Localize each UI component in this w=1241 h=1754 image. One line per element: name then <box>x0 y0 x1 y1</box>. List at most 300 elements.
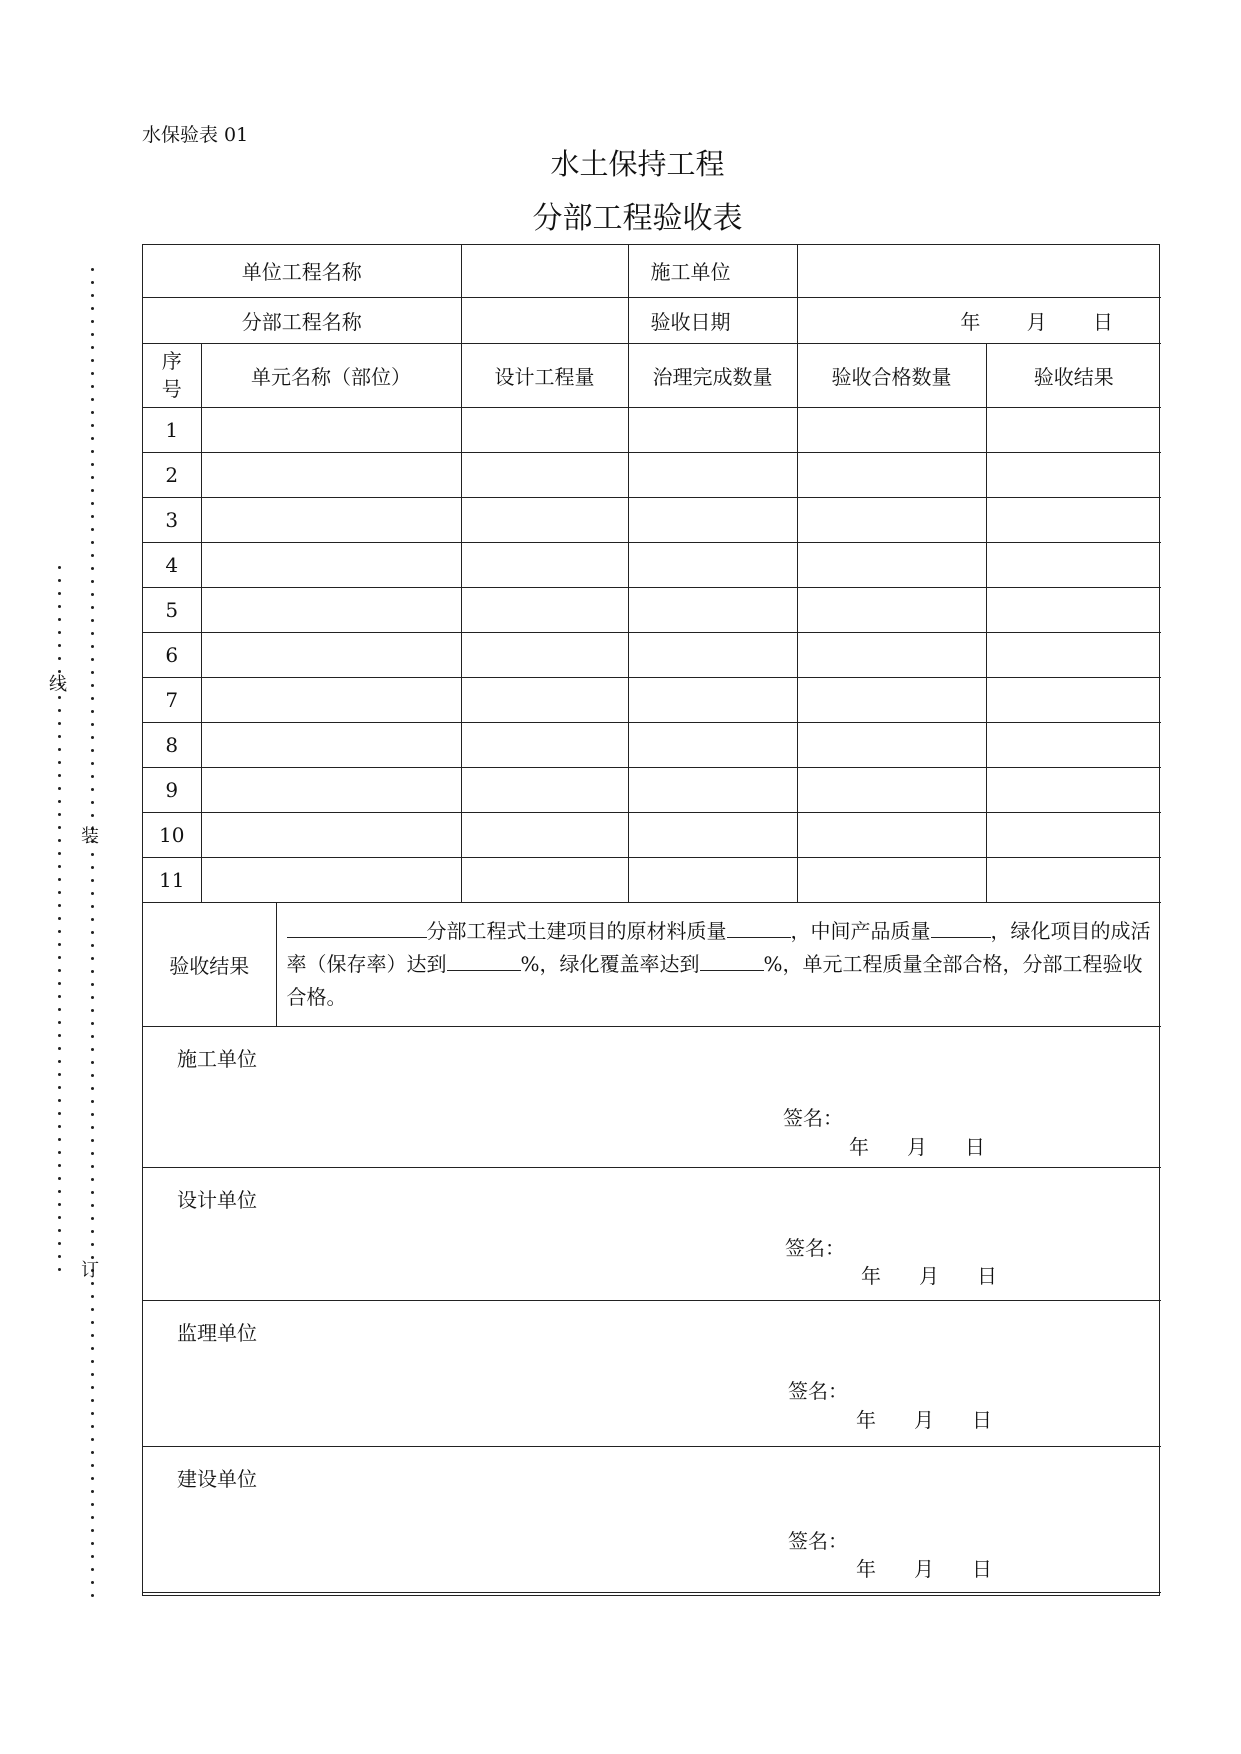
acceptance-form <box>142 244 1160 1596</box>
binding-dot <box>91 853 94 856</box>
signature-row <box>143 1026 1161 1167</box>
row-completed-quantity[interactable] <box>628 497 797 542</box>
signature-date <box>849 1131 1023 1160</box>
binding-dot <box>91 268 94 271</box>
binding-dot <box>58 1086 61 1089</box>
binding-dot <box>91 502 94 505</box>
signature-date <box>861 1260 1035 1289</box>
binding-dot <box>58 1099 61 1102</box>
row-seq: 6 <box>143 632 201 677</box>
binding-dot <box>58 1047 61 1050</box>
binding-dot <box>58 618 61 621</box>
row-seq: 11 <box>143 857 201 902</box>
signature-day: 日 <box>972 1556 992 1581</box>
binding-dot <box>58 1138 61 1141</box>
date-month: 月 <box>1026 309 1047 334</box>
row-design-quantity[interactable] <box>461 407 628 452</box>
signature-month: 月 <box>919 1263 939 1288</box>
signature-block <box>143 1447 1161 1592</box>
signature-unit-label: 监理单位 <box>177 1320 257 1345</box>
binding-dot <box>58 1177 61 1180</box>
binding-dot <box>91 411 94 414</box>
row-qualified-quantity[interactable] <box>797 767 986 812</box>
row-qualified-quantity[interactable] <box>797 452 986 497</box>
row-result[interactable] <box>986 857 1161 902</box>
signature-cell[interactable] <box>143 1026 1161 1167</box>
blank-material-quality[interactable] <box>727 919 791 938</box>
row-result[interactable] <box>986 677 1161 722</box>
binding-dot <box>91 1100 94 1103</box>
binding-dot <box>58 592 61 595</box>
binding-dot <box>58 1229 61 1232</box>
binding-dot <box>58 735 61 738</box>
unit-project-label: 单位工程名称 <box>143 245 461 297</box>
binding-dot <box>91 1230 94 1233</box>
binding-dot <box>91 1126 94 1129</box>
binding-dot <box>91 346 94 349</box>
table-row <box>143 722 1161 767</box>
signature-name-label: 签名： <box>783 1105 843 1130</box>
binding-dot <box>91 489 94 492</box>
binding-dot <box>58 1203 61 1206</box>
binding-dot <box>91 957 94 960</box>
row-unit-name[interactable] <box>201 677 461 722</box>
row-design-quantity[interactable] <box>461 587 628 632</box>
binding-dot <box>91 1191 94 1194</box>
row-seq: 1 <box>143 407 201 452</box>
binding-dot <box>91 1542 94 1545</box>
row-qualified-quantity[interactable] <box>797 632 986 677</box>
binding-dot <box>58 605 61 608</box>
signature-row <box>143 1300 1161 1446</box>
signature-unit-label: 设计单位 <box>177 1187 257 1212</box>
signature-name-label: 签名： <box>788 1528 848 1553</box>
binding-dot <box>91 1373 94 1376</box>
column-header-completed-quantity: 治理完成数量 <box>628 343 797 407</box>
binding-dot <box>91 879 94 882</box>
binding-dot <box>91 1594 94 1597</box>
row-completed-quantity[interactable] <box>628 407 797 452</box>
binding-dot <box>91 619 94 622</box>
binding-dot <box>58 761 61 764</box>
page-title: 水土保持工程 <box>550 147 725 181</box>
binding-dot <box>91 294 94 297</box>
row-design-quantity[interactable] <box>461 677 628 722</box>
blank-product-quality[interactable] <box>931 919 991 938</box>
binding-dot <box>58 1112 61 1115</box>
binding-dot <box>91 424 94 427</box>
table-row <box>143 452 1161 497</box>
row-result[interactable] <box>986 722 1161 767</box>
binding-dot <box>58 956 61 959</box>
binding-dot <box>91 1165 94 1168</box>
binding-dot <box>58 1008 61 1011</box>
row-unit-name[interactable] <box>201 542 461 587</box>
binding-dot <box>91 567 94 570</box>
signature-day: 日 <box>977 1263 997 1288</box>
row-unit-name[interactable] <box>201 587 461 632</box>
binding-dot <box>91 1139 94 1142</box>
binding-dot <box>91 1308 94 1311</box>
blank-subproject[interactable] <box>287 919 427 938</box>
row-seq: 4 <box>143 542 201 587</box>
binding-dot <box>91 1282 94 1285</box>
binding-dot <box>58 813 61 816</box>
binding-dot <box>91 645 94 648</box>
binding-dot <box>91 1529 94 1532</box>
row-design-quantity[interactable] <box>461 632 628 677</box>
row-qualified-quantity[interactable] <box>797 587 986 632</box>
form-code: 水保验表 01 <box>142 124 249 146</box>
unit-project-value[interactable] <box>461 245 628 297</box>
binding-dot <box>91 1438 94 1441</box>
signature-name-label: 签名： <box>788 1378 848 1403</box>
signature-month: 月 <box>907 1134 927 1159</box>
binding-dot <box>91 1152 94 1155</box>
row-design-quantity[interactable] <box>461 452 628 497</box>
acceptance-text-4: %，绿化覆盖率达到 <box>520 951 700 976</box>
binding-dot <box>58 982 61 985</box>
binding-dot <box>58 865 61 868</box>
binding-dot <box>91 359 94 362</box>
binding-dot <box>91 1087 94 1090</box>
binding-dot <box>91 1074 94 1077</box>
row-completed-quantity[interactable] <box>628 767 797 812</box>
binding-dot <box>91 710 94 713</box>
table-row <box>143 587 1161 632</box>
row-result[interactable] <box>986 632 1161 677</box>
binding-dot <box>58 722 61 725</box>
binding-dot <box>58 1125 61 1128</box>
row-result[interactable] <box>986 767 1161 812</box>
signature-block <box>143 1027 1161 1167</box>
binding-dot <box>91 372 94 375</box>
binding-dot <box>91 1295 94 1298</box>
seq-line2: 号 <box>161 377 182 401</box>
binding-dot <box>91 1581 94 1584</box>
binding-dot <box>91 281 94 284</box>
binding-dot <box>91 1568 94 1571</box>
row-completed-quantity[interactable] <box>628 542 797 587</box>
binding-dot <box>91 593 94 596</box>
signature-block <box>143 1168 1161 1300</box>
sub-project-label: 分部工程名称 <box>143 297 461 343</box>
binding-dot <box>58 1190 61 1193</box>
binding-dot <box>58 657 61 660</box>
signature-name-label: 签名： <box>785 1235 845 1260</box>
binding-dot <box>91 515 94 518</box>
row-completed-quantity[interactable] <box>628 812 797 857</box>
binding-dot <box>91 723 94 726</box>
table-row <box>143 857 1161 902</box>
acceptance-result-text <box>276 902 1161 1026</box>
row-unit-name[interactable] <box>201 722 461 767</box>
acceptance-text-3: ，绿化项目的成活率（保存率）达到 <box>286 918 1151 976</box>
binding-dot <box>91 944 94 947</box>
row-seq: 3 <box>143 497 201 542</box>
row-completed-quantity[interactable] <box>628 587 797 632</box>
row-qualified-quantity[interactable] <box>797 542 986 587</box>
signature-day: 日 <box>965 1134 985 1159</box>
row-unit-name[interactable] <box>201 452 461 497</box>
signature-row <box>143 1446 1161 1592</box>
binding-dot <box>91 320 94 323</box>
binding-dot <box>91 684 94 687</box>
row-unit-name[interactable] <box>201 767 461 812</box>
binding-dot <box>91 463 94 466</box>
signature-year: 年 <box>856 1556 876 1581</box>
row-result[interactable] <box>986 452 1161 497</box>
seq-line1: 序 <box>161 349 182 373</box>
binding-dot <box>58 774 61 777</box>
binding-dot <box>58 566 61 569</box>
binding-dot <box>91 1451 94 1454</box>
binding-dot <box>91 996 94 999</box>
signature-month: 月 <box>914 1407 934 1432</box>
binding-dot <box>91 1178 94 1181</box>
binding-dot <box>58 917 61 920</box>
binding-dot <box>58 787 61 790</box>
binding-dot <box>91 1490 94 1493</box>
table-row <box>143 767 1161 812</box>
construction-unit-value[interactable] <box>797 245 1161 297</box>
row-qualified-quantity[interactable] <box>797 407 986 452</box>
binding-dot <box>58 1073 61 1076</box>
binding-dot <box>58 891 61 894</box>
signature-cell[interactable] <box>143 1446 1161 1592</box>
row-seq: 5 <box>143 587 201 632</box>
binding-dot <box>91 307 94 310</box>
row-qualified-quantity[interactable] <box>797 722 986 767</box>
binding-dot <box>58 826 61 829</box>
binding-dot <box>58 878 61 881</box>
binding-dot <box>91 528 94 531</box>
signature-year: 年 <box>849 1134 869 1159</box>
row-design-quantity[interactable] <box>461 542 628 587</box>
binding-dot <box>91 931 94 934</box>
row-seq: 2 <box>143 452 201 497</box>
binding-dot <box>91 541 94 544</box>
row-qualified-quantity[interactable] <box>797 677 986 722</box>
row-completed-quantity[interactable] <box>628 677 797 722</box>
binding-dot <box>91 866 94 869</box>
binding-dot <box>91 1243 94 1246</box>
binding-dot <box>58 969 61 972</box>
binding-dot <box>58 709 61 712</box>
binding-dot <box>91 385 94 388</box>
binding-dot <box>91 801 94 804</box>
row-design-quantity[interactable] <box>461 767 628 812</box>
binding-dot <box>58 1255 61 1258</box>
binding-dot <box>91 749 94 752</box>
binding-dot <box>91 1217 94 1220</box>
column-header-unit-name: 单元名称（部位） <box>201 343 461 407</box>
acceptance-date-value[interactable] <box>797 297 1161 343</box>
binding-dot <box>91 1503 94 1506</box>
row-seq: 10 <box>143 812 201 857</box>
binding-dot <box>91 1516 94 1519</box>
row-design-quantity[interactable] <box>461 812 628 857</box>
binding-dot <box>58 800 61 803</box>
signature-cell[interactable] <box>143 1300 1161 1446</box>
binding-dot <box>91 1009 94 1012</box>
row-unit-name[interactable] <box>201 857 461 902</box>
binding-dot <box>91 697 94 700</box>
date-year: 年 <box>960 309 981 334</box>
table-row <box>143 407 1161 452</box>
binding-dot <box>91 788 94 791</box>
form-table <box>143 245 1161 1593</box>
binding-dot <box>91 632 94 635</box>
acceptance-text-5: %，单元工程质量全部合格，分部工程验收合格。 <box>286 951 1143 1009</box>
binding-dot <box>91 892 94 895</box>
binding-dot <box>91 1386 94 1389</box>
binding-dot <box>91 775 94 778</box>
row-unit-name[interactable] <box>201 497 461 542</box>
binding-dot <box>91 1477 94 1480</box>
row-result[interactable] <box>986 407 1161 452</box>
column-header-seq <box>143 343 201 407</box>
binding-dot <box>58 1216 61 1219</box>
blank-survival-rate[interactable] <box>447 952 521 971</box>
table-row <box>143 812 1161 857</box>
row-completed-quantity[interactable] <box>628 857 797 902</box>
binding-dot <box>58 579 61 582</box>
binding-dot <box>91 1347 94 1350</box>
binding-dot <box>91 1022 94 1025</box>
signature-date <box>856 1553 1030 1582</box>
binding-dot <box>91 1555 94 1558</box>
binding-dot <box>91 1113 94 1116</box>
margin-label-order: 订 <box>81 1260 99 1281</box>
binding-dot <box>58 1268 61 1271</box>
binding-dot <box>91 1334 94 1337</box>
table-row <box>143 542 1161 587</box>
binding-dot <box>91 1321 94 1324</box>
binding-dot <box>58 943 61 946</box>
binding-dot <box>91 814 94 817</box>
row-qualified-quantity[interactable] <box>797 497 986 542</box>
row-result[interactable] <box>986 497 1161 542</box>
signature-unit-label: 施工单位 <box>177 1046 257 1071</box>
binding-dot <box>91 450 94 453</box>
signature-block <box>143 1301 1161 1446</box>
binding-dot <box>58 644 61 647</box>
binding-dot <box>58 1021 61 1024</box>
binding-dot <box>91 1425 94 1428</box>
construction-unit-label: 施工单位 <box>628 245 797 297</box>
table-row <box>143 677 1161 722</box>
binding-dot <box>58 748 61 751</box>
row-result[interactable] <box>986 812 1161 857</box>
signature-day: 日 <box>972 1407 992 1432</box>
row-seq: 8 <box>143 722 201 767</box>
binding-dot <box>91 1360 94 1363</box>
binding-dot <box>58 839 61 842</box>
row-unit-name[interactable] <box>201 407 461 452</box>
table-row <box>143 497 1161 542</box>
binding-dot <box>91 1061 94 1064</box>
binding-dot <box>91 671 94 674</box>
binding-dot <box>91 658 94 661</box>
sub-project-value[interactable] <box>461 297 628 343</box>
row-unit-name[interactable] <box>201 632 461 677</box>
binding-dot <box>91 1399 94 1402</box>
margin-label-bind: 装 <box>81 826 99 847</box>
binding-dot <box>91 918 94 921</box>
signature-year: 年 <box>856 1407 876 1432</box>
binding-dot <box>91 1412 94 1415</box>
binding-dot <box>58 1242 61 1245</box>
signature-row <box>143 1167 1161 1300</box>
binding-dot <box>58 852 61 855</box>
binding-dots-right <box>89 268 95 1607</box>
binding-dot <box>58 995 61 998</box>
binding-dot <box>58 930 61 933</box>
row-design-quantity[interactable] <box>461 497 628 542</box>
row-completed-quantity[interactable] <box>628 452 797 497</box>
binding-dot <box>58 631 61 634</box>
binding-dot <box>91 476 94 479</box>
binding-dot <box>58 1164 61 1167</box>
column-header-qualified-quantity: 验收合格数量 <box>797 343 986 407</box>
binding-dot <box>91 905 94 908</box>
row-qualified-quantity[interactable] <box>797 812 986 857</box>
row-design-quantity[interactable] <box>461 722 628 767</box>
binding-dot <box>91 554 94 557</box>
signature-date <box>856 1404 1030 1433</box>
row-seq: 7 <box>143 677 201 722</box>
binding-dot <box>91 580 94 583</box>
row-unit-name[interactable] <box>201 812 461 857</box>
row-result[interactable] <box>986 587 1161 632</box>
signature-month: 月 <box>914 1556 934 1581</box>
signature-unit-label: 建设单位 <box>177 1466 257 1491</box>
row-design-quantity[interactable] <box>461 857 628 902</box>
binding-dot <box>91 606 94 609</box>
acceptance-result-label: 验收结果 <box>143 902 276 1026</box>
binding-dot <box>91 437 94 440</box>
binding-dot <box>91 762 94 765</box>
table-row <box>143 632 1161 677</box>
blank-coverage-rate[interactable] <box>700 952 764 971</box>
binding-dot <box>91 1048 94 1051</box>
margin-label-line: 线 <box>49 674 67 695</box>
binding-dot <box>91 970 94 973</box>
row-completed-quantity[interactable] <box>628 632 797 677</box>
row-completed-quantity[interactable] <box>628 722 797 767</box>
binding-dot <box>91 1464 94 1467</box>
binding-dot <box>91 1035 94 1038</box>
page-subtitle: 分部工程验收表 <box>532 201 743 236</box>
binding-dot <box>91 333 94 336</box>
row-result[interactable] <box>986 542 1161 587</box>
binding-dot <box>91 983 94 986</box>
row-qualified-quantity[interactable] <box>797 857 986 902</box>
binding-dot <box>58 696 61 699</box>
acceptance-date-label: 验收日期 <box>628 297 797 343</box>
date-day: 日 <box>1093 309 1114 334</box>
binding-dot <box>58 1034 61 1037</box>
acceptance-text-2: ，中间产品质量 <box>790 918 931 943</box>
acceptance-text-1: 分部工程式土建项目的原材料质量 <box>426 918 727 943</box>
column-header-result: 验收结果 <box>986 343 1161 407</box>
binding-dot <box>58 1060 61 1063</box>
binding-dot <box>58 1151 61 1154</box>
signature-cell[interactable] <box>143 1167 1161 1300</box>
row-seq: 9 <box>143 767 201 812</box>
binding-dot <box>58 904 61 907</box>
